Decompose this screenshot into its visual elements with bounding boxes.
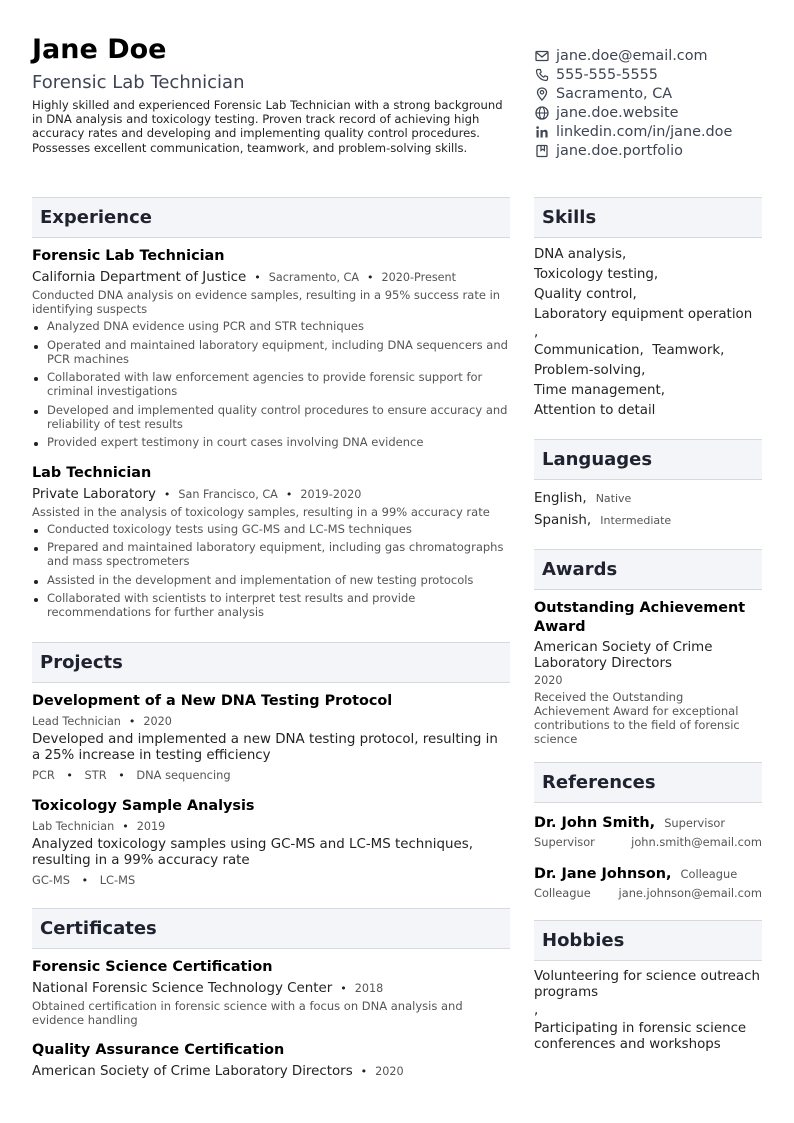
award-issuer: American Society of Crime Laboratory Directors bbox=[534, 640, 713, 671]
skill-item: Problem-solving, bbox=[534, 363, 646, 378]
hobby-item: , bbox=[534, 1003, 539, 1018]
experience-item bbox=[32, 464, 510, 620]
left-column bbox=[32, 197, 510, 1082]
separator-dot: • bbox=[66, 768, 73, 782]
project-description: Analyzed toxicology samples using GC-MS and LC-MS techniques, resulting in a 99% accuracy rate bbox=[32, 836, 473, 868]
job-dates: 2019-2020 bbox=[300, 487, 362, 501]
separator-dot: • bbox=[254, 271, 261, 284]
separator-dot: • bbox=[163, 487, 171, 501]
skill-item: Quality control, bbox=[534, 287, 637, 302]
project-title: Toxicology Sample Analysis bbox=[32, 797, 255, 814]
list-item: Collaborated with law enforcement agencies to provide forensic support for criminal investigations bbox=[32, 370, 510, 398]
keyword: LC-MS bbox=[99, 872, 136, 887]
certificates-heading: Certificates bbox=[32, 908, 510, 949]
contact-email[interactable] bbox=[534, 46, 774, 65]
award-year: 2020 bbox=[534, 674, 563, 687]
reference-role: Colleague bbox=[680, 867, 738, 881]
experience-item bbox=[32, 247, 510, 449]
certificate-year: 2020 bbox=[375, 1064, 404, 1078]
map-pin-icon bbox=[534, 86, 550, 102]
award-item bbox=[534, 599, 762, 746]
reference-name: Dr. Jane Johnson, bbox=[534, 866, 672, 882]
contact-location-text: Sacramento, CA bbox=[556, 85, 673, 102]
employer: Private Laboratory bbox=[32, 486, 156, 502]
certificate-issuer: National Forensic Science Technology Center bbox=[32, 980, 333, 996]
skill-item: Laboratory equipment operation bbox=[534, 307, 753, 322]
language-level: Intermediate bbox=[600, 514, 672, 527]
skill-item: Toxicology testing, bbox=[534, 267, 659, 282]
contact-block bbox=[534, 46, 774, 160]
language-item bbox=[534, 509, 762, 531]
project-keywords bbox=[32, 766, 510, 785]
job-title: Forensic Lab Technician bbox=[32, 248, 225, 264]
separator-dot: • bbox=[360, 1064, 368, 1078]
certificate-title: Forensic Science Certification bbox=[32, 958, 273, 975]
certificate-item bbox=[32, 1041, 510, 1082]
projects-heading: Projects bbox=[32, 642, 510, 683]
reference-item bbox=[534, 812, 762, 851]
project-role: Lead Technician bbox=[32, 714, 121, 728]
reference-role: Supervisor bbox=[664, 816, 726, 830]
references-heading: References bbox=[534, 762, 762, 803]
hobbies-list bbox=[534, 969, 762, 1053]
contact-phone[interactable] bbox=[534, 65, 774, 84]
candidate-name: Jane Doe bbox=[32, 34, 167, 65]
keyword: PCR bbox=[32, 767, 55, 782]
keyword: STR bbox=[84, 767, 107, 782]
contact-website[interactable] bbox=[534, 103, 774, 122]
job-location: San Francisco, CA bbox=[178, 487, 278, 501]
reference-email[interactable]: jane.johnson@email.com bbox=[618, 886, 762, 900]
keyword: GC-MS bbox=[32, 872, 70, 887]
certificate-year: 2018 bbox=[354, 981, 384, 995]
reference-email[interactable]: john.smith@email.com bbox=[631, 835, 762, 849]
list-item: Prepared and maintained laboratory equipment, including gas chromatographs and mass spectrometers bbox=[32, 540, 510, 568]
separator-dot: • bbox=[340, 981, 347, 995]
employer: California Department of Justice bbox=[32, 270, 247, 285]
list-item: Analyzed DNA evidence using PCR and STR techniques bbox=[32, 319, 510, 333]
certificate-issuer: American Society of Crime Laboratory Directors bbox=[32, 1063, 353, 1079]
project-year: 2019 bbox=[136, 819, 166, 833]
globe-icon bbox=[534, 105, 550, 121]
project-role: Lab Technician bbox=[32, 819, 115, 833]
experience-heading: Experience bbox=[32, 197, 510, 238]
language-name: Spanish, bbox=[534, 513, 592, 528]
project-title: Development of a New DNA Testing Protocol bbox=[32, 692, 393, 709]
contact-location bbox=[534, 84, 774, 103]
bookmark-icon bbox=[534, 143, 550, 159]
awards-heading: Awards bbox=[534, 549, 762, 590]
mail-icon bbox=[534, 48, 550, 64]
award-title: Outstanding Achievement Award bbox=[534, 600, 746, 635]
skill-item: , bbox=[534, 325, 539, 340]
reference-position: Colleague bbox=[534, 886, 591, 900]
keyword: DNA sequencing bbox=[136, 767, 231, 782]
certificate-title: Quality Assurance Certification bbox=[32, 1041, 285, 1058]
skill-item: Communication, Teamwork, bbox=[534, 343, 725, 358]
certificate-item bbox=[32, 958, 510, 1027]
reference-name: Dr. John Smith, bbox=[534, 815, 656, 831]
skill-item: DNA analysis, bbox=[534, 247, 627, 262]
skill-item: Time management, bbox=[534, 383, 665, 398]
contact-phone-text: 555-555-5555 bbox=[556, 66, 658, 83]
project-item bbox=[32, 797, 510, 890]
project-item bbox=[32, 692, 510, 785]
separator-dot: • bbox=[118, 768, 125, 782]
contact-linkedin[interactable] bbox=[534, 122, 774, 141]
skills-heading: Skills bbox=[534, 197, 762, 238]
list-item: Conducted toxicology tests using GC-MS and LC-MS techniques bbox=[32, 522, 510, 536]
language-item bbox=[534, 487, 762, 509]
candidate-role: Forensic Lab Technician bbox=[32, 72, 245, 93]
hobby-item: Volunteering for science outreach programs bbox=[534, 969, 760, 1000]
job-location: Sacramento, CA bbox=[268, 271, 360, 284]
language-name: English, bbox=[534, 491, 587, 506]
linkedin-icon bbox=[534, 124, 550, 140]
contact-website-text: jane.doe.website bbox=[556, 104, 679, 121]
languages-heading: Languages bbox=[534, 439, 762, 480]
job-bullets bbox=[32, 522, 510, 620]
contact-linkedin-text: linkedin.com/in/jane.doe bbox=[556, 123, 733, 140]
award-description: Received the Outstanding Achievement Award for exceptional contributions to the field of forensic science bbox=[534, 690, 740, 746]
reference-item bbox=[534, 863, 762, 902]
list-item: Provided expert testimony in court cases involving DNA evidence bbox=[32, 435, 510, 449]
separator-dot: • bbox=[128, 714, 136, 728]
job-summary: Assisted in the analysis of toxicology samples, resulting in a 99% accuracy rate bbox=[32, 504, 490, 519]
job-bullets bbox=[32, 319, 510, 449]
phone-icon bbox=[534, 67, 550, 83]
job-dates: 2020-Present bbox=[381, 271, 457, 284]
summary: Highly skilled and experienced Forensic Lab Technician with a strong background in DNA analysis and toxicology testing. Proven track record of achieving high accuracy rates and developing and implementing quality control procedures. Possesses excellent communication, teamwork, and problem-solving skills. bbox=[32, 98, 503, 155]
hobby-item: Participating in forensic science conferences and workshops bbox=[534, 1021, 747, 1052]
certificate-description: Obtained certification in forensic science with a focus on DNA analysis and evidence handling bbox=[32, 998, 463, 1027]
list-item: Operated and maintained laboratory equipment, including DNA sequencers and PCR machines bbox=[32, 338, 510, 366]
right-column bbox=[534, 197, 762, 1053]
job-summary: Conducted DNA analysis on evidence samples, resulting in a 95% success rate in identifying suspects bbox=[32, 288, 501, 316]
job-title: Lab Technician bbox=[32, 464, 152, 481]
separator-dot: • bbox=[122, 819, 129, 833]
hobbies-heading: Hobbies bbox=[534, 920, 762, 961]
language-level: Native bbox=[595, 492, 632, 505]
separator-dot: • bbox=[285, 487, 293, 501]
list-item: Assisted in the development and implementation of new testing protocols bbox=[32, 573, 510, 587]
separator-dot: • bbox=[367, 271, 374, 284]
separator-dot: • bbox=[81, 873, 89, 887]
contact-email-text: jane.doe@email.com bbox=[556, 47, 708, 64]
project-keywords bbox=[32, 871, 510, 890]
project-year: 2020 bbox=[143, 714, 172, 728]
list-item: Developed and implemented quality control procedures to ensure accuracy and reliability of test results bbox=[32, 403, 510, 431]
project-description: Developed and implemented a new DNA testing protocol, resulting in a 25% increase in testing efficiency bbox=[32, 731, 498, 763]
contact-portfolio-text: jane.doe.portfolio bbox=[556, 142, 683, 159]
reference-position: Supervisor bbox=[534, 835, 595, 849]
list-item: Collaborated with scientists to interpret test results and provide recommendations for further analysis bbox=[32, 591, 510, 619]
skill-item: Attention to detail bbox=[534, 403, 656, 418]
contact-portfolio[interactable] bbox=[534, 141, 774, 160]
skills-list bbox=[534, 245, 762, 421]
